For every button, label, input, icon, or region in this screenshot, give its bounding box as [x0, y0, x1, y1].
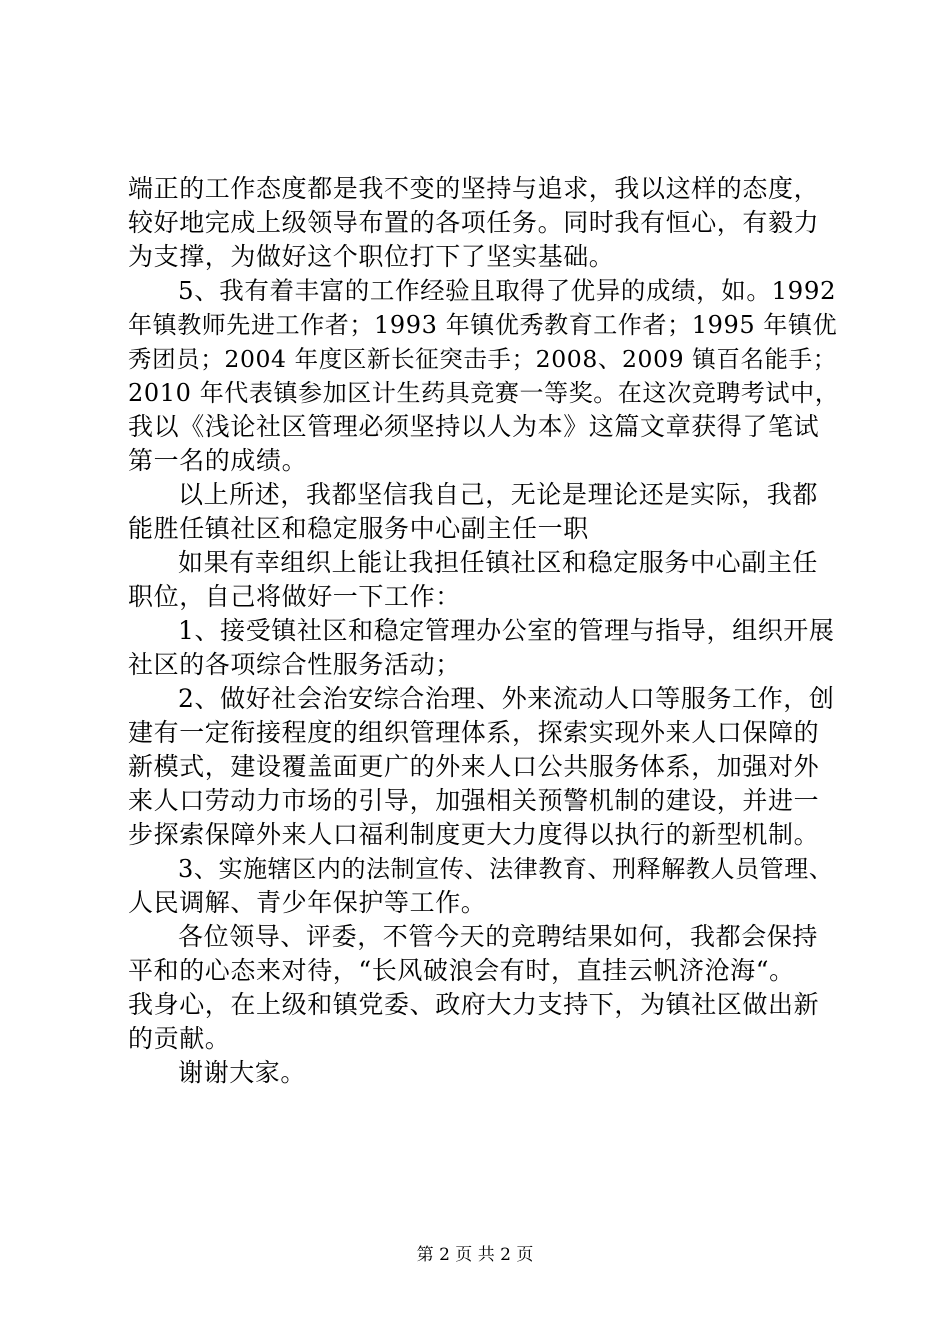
text-line: 能胜任镇社区和稳定服务中心副主任一职	[128, 514, 589, 543]
text-line: 各位领导、评委，不管今天的竞聘结果如何，我都会保持	[178, 922, 819, 951]
text-line: 职位，自己将做好一下工作：	[128, 582, 461, 611]
text-line: 年镇教师先进工作者；1993 年镇优秀教育工作者；1995 年镇优	[128, 311, 838, 339]
text-line: 秀团员；2004 年度区新长征突击手；2008、2009 镇百名能手；	[128, 345, 837, 373]
text-line: 端正的工作态度都是我不变的坚持与追求，我以这样的态度，	[128, 174, 820, 203]
text-line: 人民调解、青少年保护等工作。	[128, 888, 487, 917]
text-line: 3、实施辖区内的法制宣传、法律教育、刑释解教人员管理、	[178, 855, 834, 883]
document-body	[128, 172, 840, 1090]
text-line: 较好地完成上级领导布置的各项任务。同时我有恒心，有毅力	[128, 208, 820, 237]
text-line: 社区的各项综合性服务活动；	[128, 650, 461, 679]
text-line: 谢谢大家。	[178, 1058, 307, 1087]
text-line: 我以《浅论社区管理必须坚持以人为本》这篇文章获得了笔试	[128, 412, 820, 441]
text-line: 的贡献。	[128, 1024, 231, 1053]
text-line: 以上所述，我都坚信我自己，无论是理论还是实际，我都	[178, 480, 819, 509]
text-line: 1、接受镇社区和稳定管理办公室的管理与指导，组织开展	[178, 616, 835, 645]
text-line: 为支撑，为做好这个职位打下了坚实基础。	[128, 242, 615, 271]
text-line: 我身心，在上级和镇党委、政府大力支持下，为镇社区做出新	[128, 990, 820, 1019]
text-line: 第一名的成绩。	[128, 446, 308, 475]
text-line: 2、做好社会治安综合治理、外来流动人口等服务工作，创	[178, 684, 835, 713]
text-line: 来人口劳动力市场的引导，加强相关预警机制的建设，并进一	[128, 786, 820, 815]
text-line: 平和的心态来对待，“长风破浪会有时，直挂云帆济沧海“。	[128, 956, 795, 985]
text-line: 步探索保障外来人口福利制度更大力度得以执行的新型机制。	[128, 820, 820, 849]
text-line: 建有一定衔接程度的组织管理体系，探索实现外来人口保障的	[128, 718, 820, 747]
text-line: 新模式，建设覆盖面更广的外来人口公共服务体系，加强对外	[128, 752, 820, 781]
text-line: 2010 年代表镇参加区计生药具竞赛一等奖。在这次竞聘考试中，	[128, 379, 840, 407]
text-line: 5、我有着丰富的工作经验且取得了优异的成绩，如。1992	[178, 276, 837, 305]
text-line: 如果有幸组织上能让我担任镇社区和稳定服务中心副主任	[178, 548, 819, 577]
page-footer: 第 2 页 共 2 页	[416, 1245, 534, 1265]
